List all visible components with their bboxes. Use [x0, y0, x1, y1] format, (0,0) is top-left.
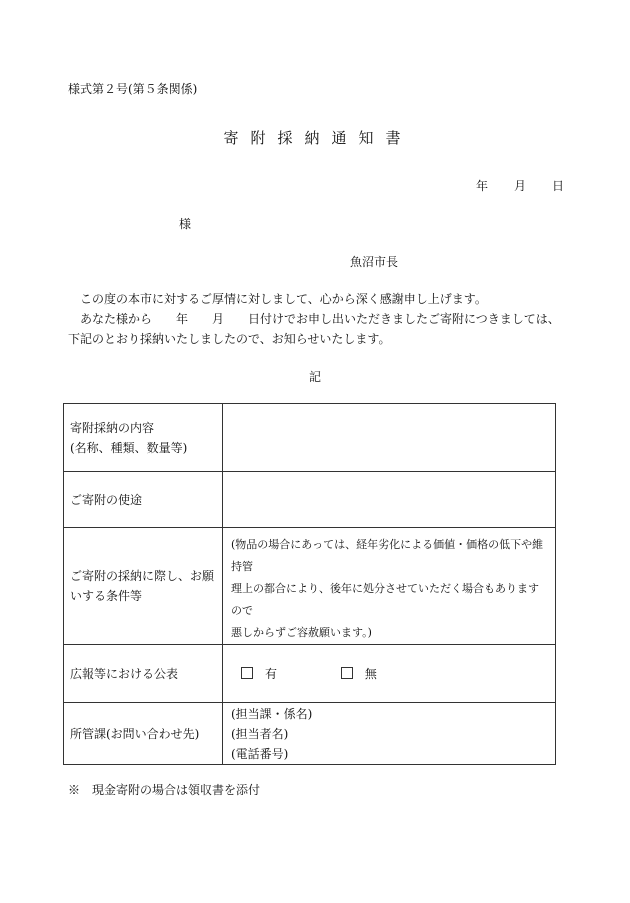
paragraph-3: 下記のとおり採納いたしましたので、お知らせいたします。	[68, 332, 391, 346]
purpose-value[interactable]	[223, 472, 556, 528]
document-title: 寄附採納通知書	[223, 129, 413, 147]
contact-dept: (担当課・係名)	[231, 706, 313, 721]
footnote: ※ 現金寄附の場合は領収書を添付	[68, 783, 261, 797]
content-row	[64, 404, 556, 472]
publicity-label: 広報等における公表	[64, 645, 223, 703]
contact-person: (担当者名)	[231, 726, 289, 741]
conditions-row	[64, 528, 556, 645]
sender-name: 魚沼市長	[350, 255, 399, 269]
form-number: 様式第２号(第５条関係)	[68, 82, 198, 96]
date-line	[476, 177, 564, 194]
purpose-row	[64, 472, 556, 528]
contact-label: 所管課(お問い合わせ先)	[64, 703, 223, 765]
checkbox-yes[interactable]	[241, 667, 253, 679]
paragraph-2: あなた様から 年 月 日付けでお申し出いただきましたご寄附につきましては、	[80, 312, 560, 326]
publicity-options	[223, 645, 556, 703]
content-value[interactable]	[223, 404, 556, 472]
publicity-yes-option[interactable]: 有	[241, 665, 277, 682]
publicity-row	[64, 645, 556, 703]
contact-row	[64, 703, 556, 765]
purpose-label: ご寄附の使途	[64, 472, 223, 528]
recipient-suffix: 様	[179, 217, 192, 231]
conditions-label: ご寄附の採納に際し、お願 いする条件等	[64, 528, 223, 645]
checkbox-no[interactable]	[341, 667, 353, 679]
month-label: 月	[514, 179, 527, 193]
contact-value	[223, 703, 556, 765]
ki-heading: 記	[308, 370, 321, 384]
publicity-no-option[interactable]: 無	[341, 665, 377, 682]
contact-phone: (電話番号)	[231, 746, 289, 761]
day-label: 日	[552, 179, 565, 193]
year-label: 年	[476, 179, 489, 193]
donation-table	[63, 403, 556, 765]
content-label: 寄附採納の内容 (名称、種類、数量等)	[64, 404, 223, 472]
paragraph-1: この度の本市に対するご厚情に対しまして、心から深く感謝申し上げます。	[80, 292, 487, 306]
conditions-note: (物品の場合にあっては、経年劣化による価値・価格の低下や維持管 理上の都合により、後年に処分させていただく場合もありますので 悪しからずご容赦願います。)	[223, 528, 556, 645]
